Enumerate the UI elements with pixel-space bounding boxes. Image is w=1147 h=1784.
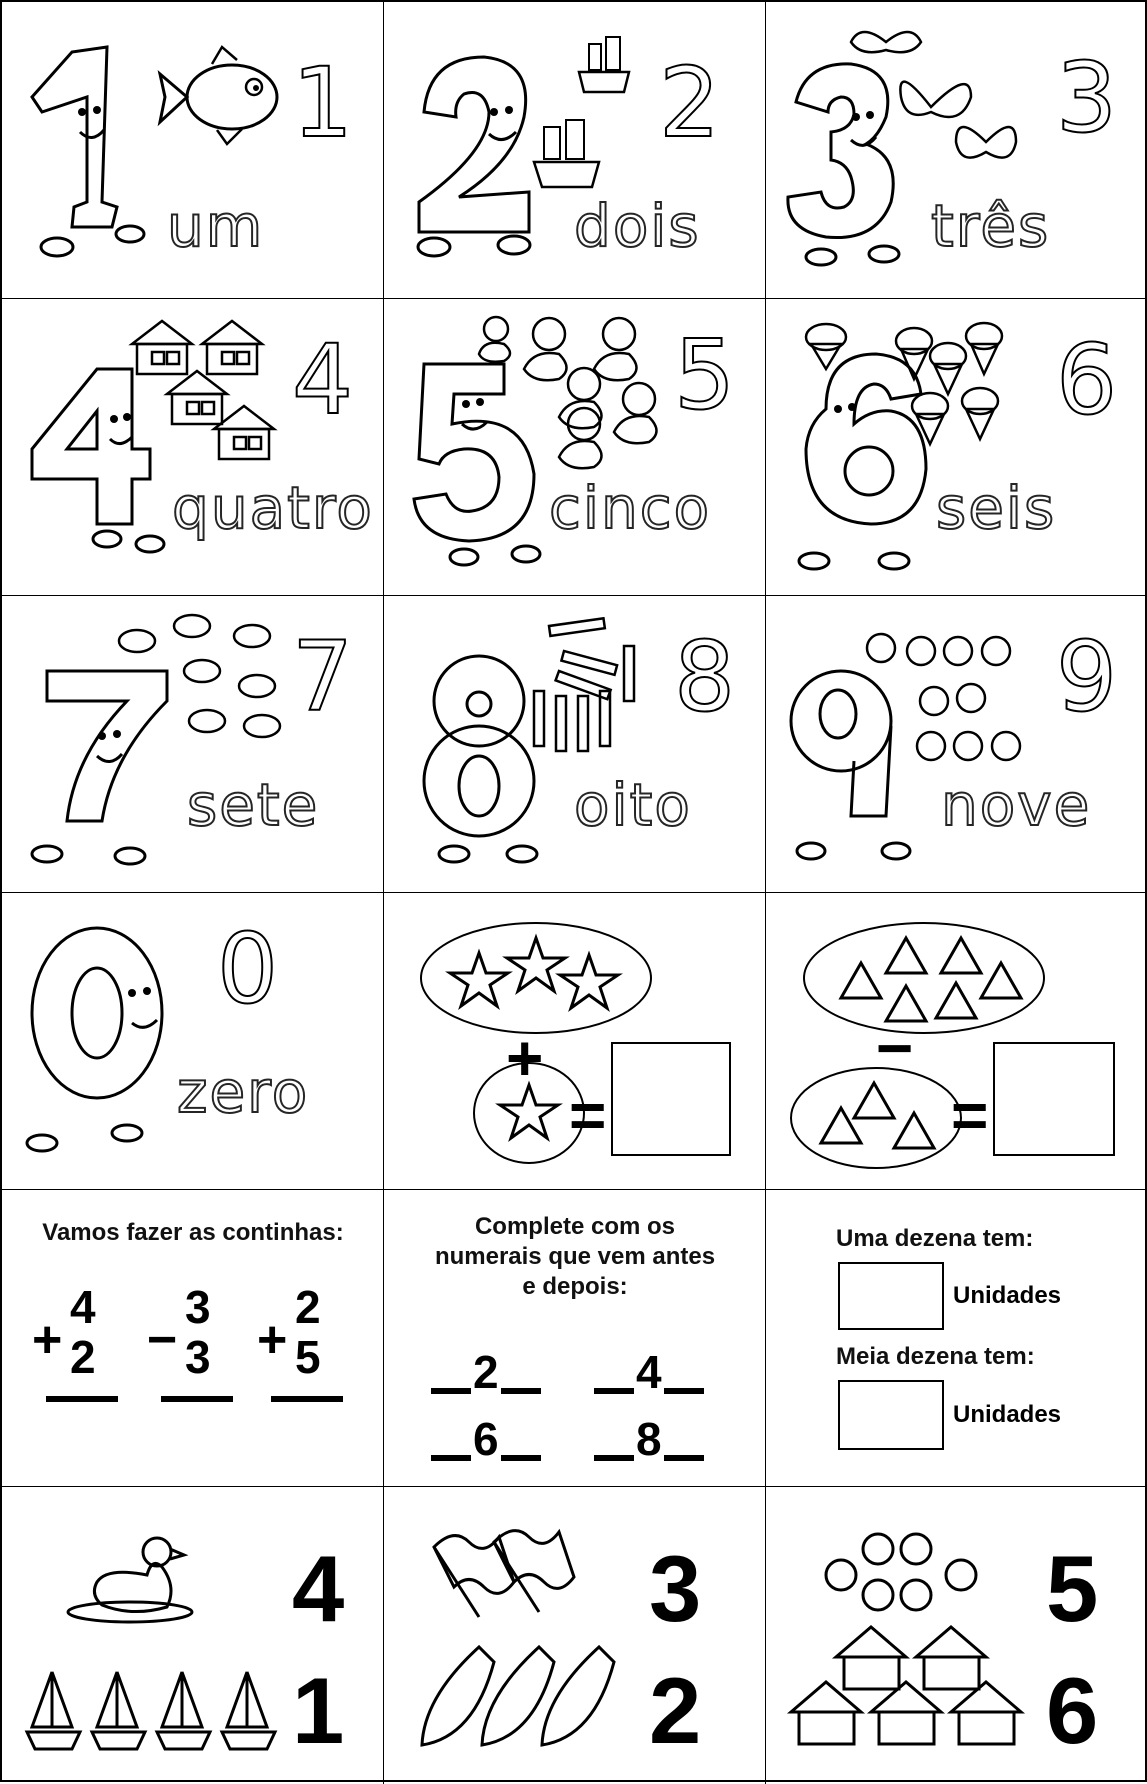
card-8 [384, 596, 766, 893]
sequence-item [592, 1345, 706, 1399]
card-2 [384, 2, 766, 299]
blank-after[interactable] [501, 1455, 541, 1461]
addition-exercise [384, 893, 766, 1190]
counting-flag-banana [384, 1487, 766, 1784]
blank-before[interactable] [594, 1388, 634, 1394]
complete-instruction [384, 1212, 766, 1302]
instruction-line-1: Complete com os [474, 1213, 676, 1240]
equals-sign: = [951, 1079, 989, 1151]
given-number: 6 [473, 1413, 499, 1465]
continhas-section [2, 1190, 384, 1487]
trace-word: sete [187, 771, 320, 839]
trace-word: três [931, 192, 1051, 260]
meia-dezena-question: Meia dezena tem: [836, 1343, 1035, 1370]
answer-box[interactable] [838, 1262, 944, 1330]
operator: − [147, 1311, 178, 1369]
count-number: 2 [649, 1658, 702, 1763]
count-number: 4 [292, 1536, 345, 1641]
trace-word: seis [936, 474, 1057, 542]
trace-word: cinco [549, 474, 712, 542]
sum-item [257, 1280, 347, 1410]
sequence-item [429, 1345, 543, 1399]
card-5 [384, 299, 766, 596]
trace-word: quatro [172, 474, 374, 542]
trace-word: zero [177, 1058, 310, 1126]
trace-word: um [167, 192, 265, 260]
trace-word: oito [574, 771, 692, 839]
counting-duck-boat [2, 1487, 384, 1784]
counting-orange-house [766, 1487, 1147, 1784]
blank-after[interactable] [664, 1388, 704, 1394]
card-3 [766, 2, 1147, 299]
operator: + [32, 1311, 63, 1369]
card-6 [766, 299, 1147, 596]
answer-line[interactable] [271, 1396, 343, 1402]
continhas-title: Vamos fazer as continhas: [42, 1219, 344, 1246]
answer-line[interactable] [161, 1396, 233, 1402]
trace-number: 2 [659, 47, 721, 159]
top-number: 2 [295, 1281, 321, 1333]
trace-number: 1 [292, 47, 354, 159]
count-number: 1 [292, 1658, 345, 1763]
trace-number: 0 [217, 913, 279, 1025]
card-9 [766, 596, 1147, 893]
answer-box[interactable] [838, 1380, 944, 1450]
count-number: 6 [1046, 1658, 1099, 1763]
trace-number: 8 [674, 621, 736, 733]
card-1 [2, 2, 384, 299]
given-number: 8 [636, 1413, 662, 1465]
sequence-item [429, 1412, 543, 1466]
blank-before[interactable] [594, 1455, 634, 1461]
trace-number: 9 [1056, 621, 1118, 733]
equals-sign: = [569, 1079, 607, 1151]
minus-sign: − [876, 1012, 914, 1084]
instruction-line-3: e depois: [522, 1273, 628, 1300]
top-number: 3 [185, 1281, 211, 1333]
bottom-number: 3 [185, 1331, 211, 1383]
blank-before[interactable] [431, 1455, 471, 1461]
trace-number: 6 [1056, 324, 1118, 436]
subtraction-exercise [766, 893, 1147, 1190]
trace-word: dois [574, 192, 701, 260]
units-label: Unidades [953, 1282, 1062, 1309]
trace-word: nove [941, 771, 1092, 839]
top-number: 4 [70, 1281, 96, 1333]
blank-after[interactable] [501, 1388, 541, 1394]
count-number: 3 [649, 1536, 702, 1641]
instruction-line-2: numerais que vem antes [434, 1243, 716, 1270]
dezena-question: Uma dezena tem: [836, 1225, 1034, 1252]
card-4 [2, 299, 384, 596]
sum-item [147, 1280, 237, 1410]
banana-icon [384, 1487, 766, 1784]
blank-after[interactable] [664, 1455, 704, 1461]
trace-number: 5 [674, 319, 736, 431]
count-number: 5 [1046, 1536, 1099, 1641]
card-0 [2, 893, 384, 1190]
answer-line[interactable] [46, 1396, 118, 1402]
trace-number: 7 [292, 621, 354, 733]
given-number: 2 [473, 1346, 499, 1398]
operator: + [257, 1311, 288, 1369]
sum-item [32, 1280, 122, 1410]
blank-before[interactable] [431, 1388, 471, 1394]
sequence-item [592, 1412, 706, 1466]
number-zero-character-icon [2, 893, 384, 1190]
units-label: Unidades [953, 1401, 1062, 1428]
dezena-section [766, 1190, 1147, 1487]
trace-number: 3 [1056, 42, 1118, 154]
trace-number: 4 [292, 324, 354, 436]
card-7 [2, 596, 384, 893]
bottom-number: 2 [70, 1331, 96, 1383]
bottom-number: 5 [295, 1331, 321, 1383]
complete-section [384, 1190, 766, 1487]
given-number: 4 [636, 1346, 662, 1398]
plus-sign: + [506, 1022, 544, 1094]
